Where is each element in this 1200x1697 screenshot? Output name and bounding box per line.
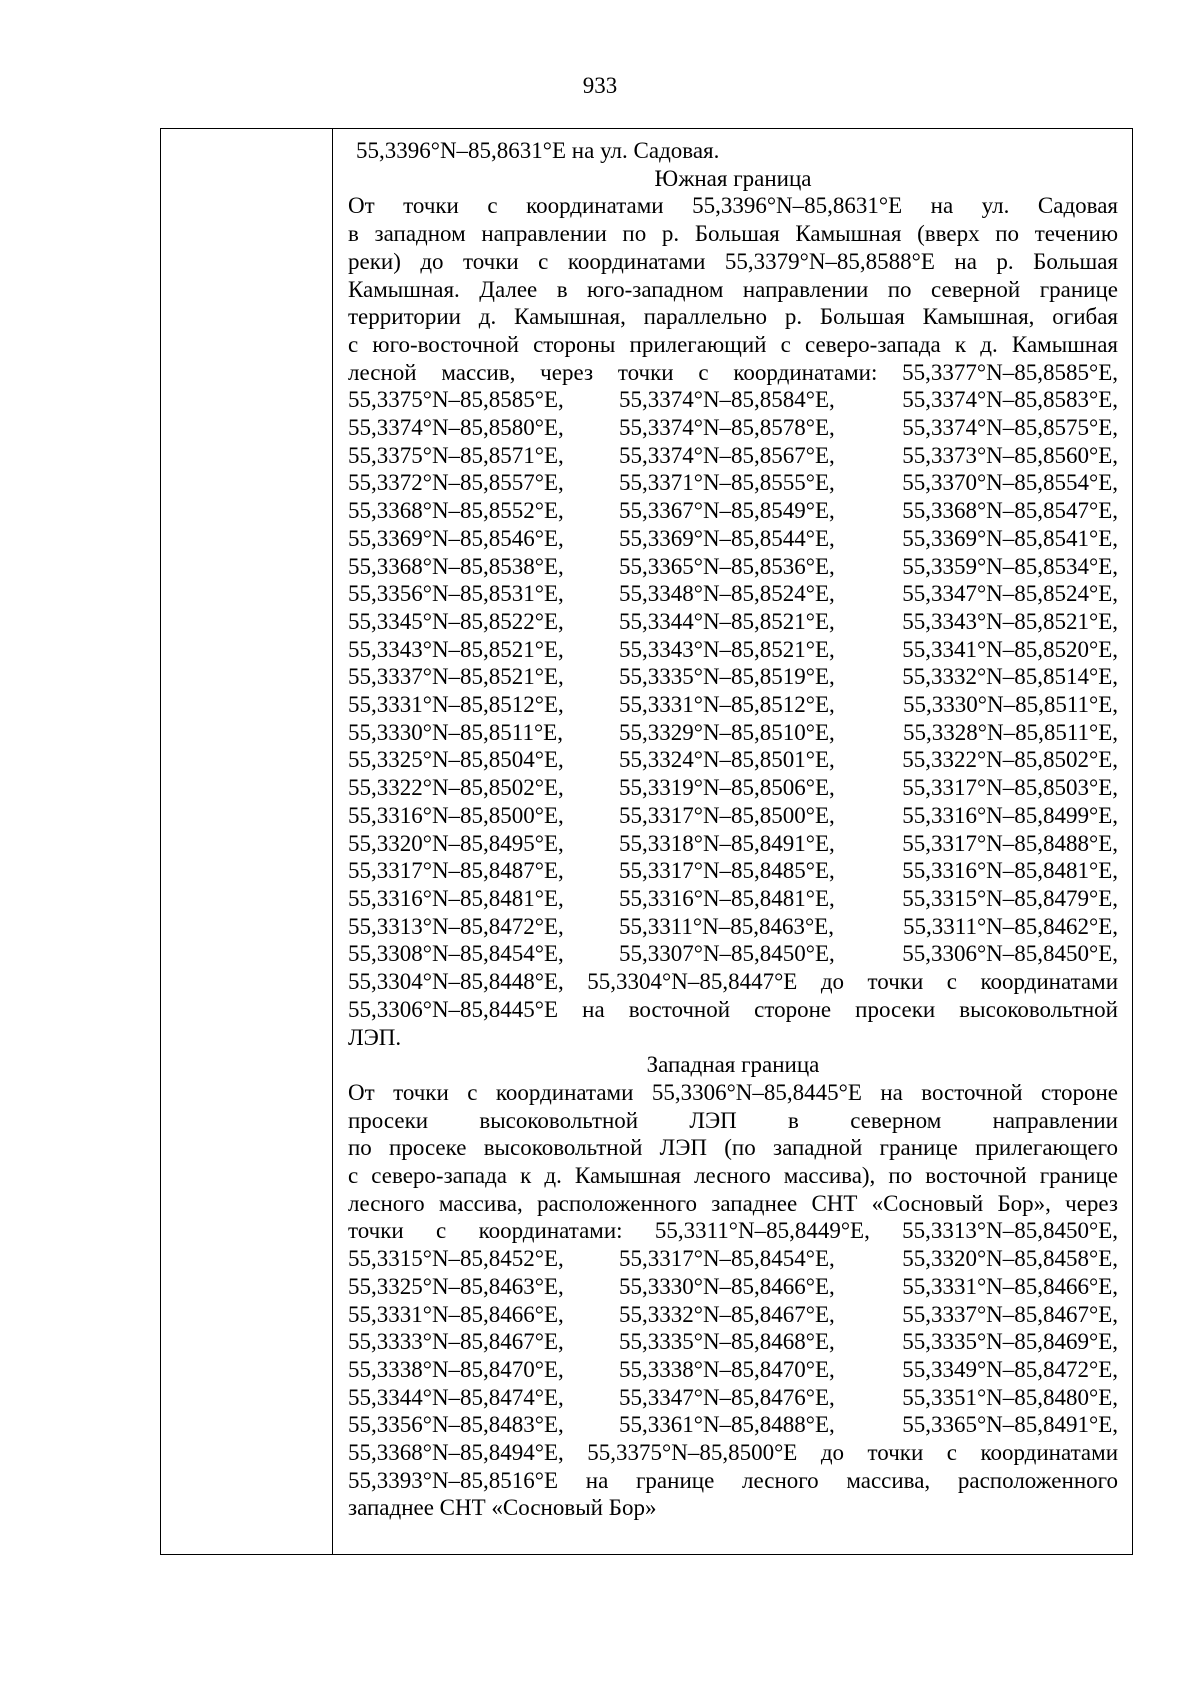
coordinate: 55,3315°N–85,8452°E, xyxy=(348,1246,564,1272)
text-line: западнее СНТ «Сосновый Бор» xyxy=(348,1495,657,1521)
coordinate-row xyxy=(348,774,1118,802)
coordinate: 55,3375°N–85,8571°E, xyxy=(348,442,564,468)
coordinate: 55,3343°N–85,8521°E, xyxy=(348,636,564,662)
coordinate: 55,3374°N–85,8578°E, xyxy=(619,415,835,441)
coordinate: 55,3369°N–85,8541°E, xyxy=(902,525,1118,551)
coordinate-row xyxy=(348,608,1118,636)
coordinate-row xyxy=(348,497,1118,525)
coordinate: 55,3374°N–85,8583°E, xyxy=(902,387,1118,413)
table-right-column xyxy=(348,137,1118,1522)
table-left-column xyxy=(161,129,333,1554)
coordinate: 55,3335°N–85,8519°E, xyxy=(619,664,835,690)
coordinate: 55,3374°N–85,8580°E, xyxy=(348,415,564,441)
coordinate-row xyxy=(348,913,1118,941)
coordinate: 55,3338°N–85,8470°E, xyxy=(348,1356,564,1382)
coordinate: 55,3311°N–85,8462°E, xyxy=(903,913,1118,939)
coordinate: 55,3361°N–85,8488°E, xyxy=(619,1412,835,1438)
coordinate: 55,3322°N–85,8502°E, xyxy=(348,775,564,801)
coordinate: 55,3316°N–85,8500°E, xyxy=(348,802,564,828)
coordinate: 55,3369°N–85,8546°E, xyxy=(348,525,564,551)
coordinate: 55,3316°N–85,8481°E, xyxy=(902,858,1118,884)
west-boundary-text xyxy=(348,1079,1118,1245)
coordinate: 55,3328°N–85,8511°E, xyxy=(903,719,1118,745)
text-line: точки с координатами: 55,3311°N–85,8449°E, 55,3313°N–85,8450°E, xyxy=(348,1218,1118,1244)
coordinate: 55,3306°N–85,8450°E, xyxy=(902,941,1118,967)
coordinate-row xyxy=(348,1411,1118,1439)
coordinate: 55,3317°N–85,8485°E, xyxy=(619,858,835,884)
coordinate: 55,3371°N–85,8555°E, xyxy=(619,470,835,496)
coordinate: 55,3351°N–85,8480°E, xyxy=(902,1384,1118,1410)
coordinate-row xyxy=(348,857,1118,885)
coordinate: 55,3367°N–85,8549°E, xyxy=(619,498,835,524)
coordinate: 55,3317°N–85,8503°E, xyxy=(902,775,1118,801)
coordinate-row xyxy=(348,636,1118,664)
south-boundary-heading: Южная граница xyxy=(654,165,812,191)
coordinate: 55,3374°N–85,8584°E, xyxy=(619,387,835,413)
coordinate: 55,3330°N–85,8466°E, xyxy=(619,1273,835,1299)
text-line: территории д. Камышная, параллельно р. Большая Камышная, огибая xyxy=(348,304,1118,330)
coordinate: 55,3335°N–85,8468°E, xyxy=(619,1329,835,1355)
coordinate-row xyxy=(348,386,1118,414)
coordinate: 55,3359°N–85,8534°E, xyxy=(902,553,1118,579)
text-line: лесного массива, расположенного западнее СНТ «Сосновый Бор», через xyxy=(348,1190,1118,1216)
coordinate: 55,3347°N–85,8476°E, xyxy=(619,1384,835,1410)
text-line: в западном направлении по р. Большая Камышная (вверх по течению xyxy=(348,221,1118,247)
coordinate: 55,3332°N–85,8467°E, xyxy=(619,1301,835,1327)
coordinate: 55,3345°N–85,8522°E, xyxy=(348,608,564,634)
coordinate: 55,3344°N–85,8474°E, xyxy=(348,1384,564,1410)
coordinate: 55,3307°N–85,8450°E, xyxy=(619,941,835,967)
coordinate: 55,3333°N–85,8467°E, xyxy=(348,1329,564,1355)
south-coordinate-grid xyxy=(348,386,1118,968)
coordinate: 55,3330°N–85,8511°E, xyxy=(348,719,563,745)
coordinate: 55,3331°N–85,8466°E, xyxy=(902,1273,1118,1299)
coordinate-row xyxy=(348,940,1118,968)
coordinate: 55,3318°N–85,8491°E, xyxy=(619,830,835,856)
coordinate: 55,3320°N–85,8495°E, xyxy=(348,830,564,856)
coordinate: 55,3331°N–85,8512°E, xyxy=(619,692,835,718)
coordinate: 55,3343°N–85,8521°E, xyxy=(902,608,1118,634)
coordinate: 55,3373°N–85,8560°E, xyxy=(902,442,1118,468)
west-boundary-heading: Западная граница xyxy=(646,1052,820,1078)
coordinate: 55,3356°N–85,8483°E, xyxy=(348,1412,564,1438)
text-line: реки) до точки с координатами 55,3379°N–85,8588°E на р. Большая xyxy=(348,248,1118,274)
coordinate-row xyxy=(348,580,1118,608)
coordinate: 55,3315°N–85,8479°E, xyxy=(902,885,1118,911)
coordinate: 55,3332°N–85,8514°E, xyxy=(902,664,1118,690)
coordinate: 55,3369°N–85,8544°E, xyxy=(619,525,835,551)
coordinate: 55,3320°N–85,8458°E, xyxy=(902,1246,1118,1272)
coordinate-row xyxy=(348,469,1118,497)
coordinate-row xyxy=(348,414,1118,442)
coordinate-row xyxy=(348,1328,1118,1356)
coordinate: 55,3374°N–85,8567°E, xyxy=(619,442,835,468)
coordinate: 55,3370°N–85,8554°E, xyxy=(902,470,1118,496)
coordinate: 55,3335°N–85,8469°E, xyxy=(902,1329,1118,1355)
coordinate-row xyxy=(348,802,1118,830)
coordinate: 55,3338°N–85,8470°E, xyxy=(619,1356,835,1382)
coordinate: 55,3330°N–85,8511°E, xyxy=(903,692,1118,718)
coordinate: 55,3365°N–85,8536°E, xyxy=(619,553,835,579)
coordinate: 55,3324°N–85,8501°E, xyxy=(619,747,835,773)
coordinate: 55,3317°N–85,8488°E, xyxy=(902,830,1118,856)
coordinate-row xyxy=(348,719,1118,747)
text-line: ЛЭП. xyxy=(348,1024,402,1050)
coordinate: 55,3308°N–85,8454°E, xyxy=(348,941,564,967)
coordinate: 55,3325°N–85,8463°E, xyxy=(348,1273,564,1299)
coordinate: 55,3329°N–85,8510°E, xyxy=(619,719,835,745)
coordinate: 55,3337°N–85,8467°E, xyxy=(902,1301,1118,1327)
coordinate: 55,3316°N–85,8481°E, xyxy=(619,885,835,911)
text-line: От точки с координатами 55,3306°N–85,8445°E на восточной стороне xyxy=(348,1079,1118,1105)
coordinate: 55,3325°N–85,8504°E, xyxy=(348,747,564,773)
text-line: 55,3304°N–85,8448°E, 55,3304°N–85,8447°E до точки с координатами xyxy=(348,969,1118,995)
coordinate: 55,3375°N–85,8585°E, xyxy=(348,387,564,413)
coordinate: 55,3331°N–85,8466°E, xyxy=(348,1301,564,1327)
text-line: 55,3306°N–85,8445°E на восточной стороне просеки высоковольтной xyxy=(348,996,1118,1022)
text-line: по просеке высоковольтной ЛЭП (по западной границе прилегающего xyxy=(348,1135,1118,1161)
first-line: 55,3396°N–85,8631°E на ул. Садовая. xyxy=(356,138,720,163)
coordinate: 55,3317°N–85,8500°E, xyxy=(619,802,835,828)
text-line: с северо-запада к д. Камышная лесного массива), по восточной границе xyxy=(348,1163,1118,1189)
coordinate-row xyxy=(348,663,1118,691)
text-line: 55,3368°N–85,8494°E, 55,3375°N–85,8500°E до точки с координатами xyxy=(348,1440,1118,1466)
coordinate: 55,3374°N–85,8575°E, xyxy=(902,415,1118,441)
text-line: с юго-восточной стороны прилегающий с северо-запада к д. Камышная xyxy=(348,331,1118,357)
coordinate-row xyxy=(348,830,1118,858)
coordinate: 55,3356°N–85,8531°E, xyxy=(348,581,564,607)
coordinate-row xyxy=(348,1245,1118,1273)
coordinate: 55,3337°N–85,8521°E, xyxy=(348,664,564,690)
text-line: лесной массив, через точки с координатами: 55,3377°N–85,8585°E, xyxy=(348,359,1118,385)
coordinate-row xyxy=(348,691,1118,719)
coordinate: 55,3331°N–85,8512°E, xyxy=(348,692,564,718)
coordinate-row xyxy=(348,885,1118,913)
coordinate: 55,3365°N–85,8491°E, xyxy=(902,1412,1118,1438)
south-boundary-text xyxy=(348,192,1118,386)
coordinate: 55,3368°N–85,8547°E, xyxy=(902,498,1118,524)
coordinate: 55,3349°N–85,8472°E, xyxy=(902,1356,1118,1382)
coordinate: 55,3347°N–85,8524°E, xyxy=(902,581,1118,607)
coordinate: 55,3313°N–85,8472°E, xyxy=(348,913,564,939)
coordinate-row xyxy=(348,1273,1118,1301)
coordinate: 55,3343°N–85,8521°E, xyxy=(619,636,835,662)
coordinate: 55,3368°N–85,8552°E, xyxy=(348,498,564,524)
boundary-table xyxy=(160,128,1133,1555)
coordinate-row xyxy=(348,442,1118,470)
coordinate-row xyxy=(348,746,1118,774)
text-line: просеки высоковольтной ЛЭП в северном направлении xyxy=(348,1107,1118,1133)
coordinate: 55,3317°N–85,8454°E, xyxy=(619,1246,835,1272)
coordinate: 55,3316°N–85,8481°E, xyxy=(348,885,564,911)
coordinate: 55,3319°N–85,8506°E, xyxy=(619,775,835,801)
coordinate-row xyxy=(348,525,1118,553)
text-line: 55,3393°N–85,8516°E на границе лесного массива, расположенного xyxy=(348,1467,1118,1493)
coordinate: 55,3317°N–85,8487°E, xyxy=(348,858,564,884)
coordinate: 55,3341°N–85,8520°E, xyxy=(902,636,1118,662)
coordinate: 55,3368°N–85,8538°E, xyxy=(348,553,564,579)
coordinate: 55,3322°N–85,8502°E, xyxy=(902,747,1118,773)
text-line: Камышная. Далее в юго-западном направлении по северной границе xyxy=(348,276,1118,302)
coordinate-row xyxy=(348,553,1118,581)
page-number: 933 xyxy=(582,73,618,98)
text-line: От точки с координатами 55,3396°N–85,8631°E на ул. Садовая xyxy=(348,193,1118,219)
coordinate-row xyxy=(348,1356,1118,1384)
coordinate: 55,3311°N–85,8463°E, xyxy=(619,913,834,939)
coordinate-row xyxy=(348,1301,1118,1329)
west-coordinate-grid xyxy=(348,1245,1118,1439)
coordinate: 55,3348°N–85,8524°E, xyxy=(619,581,835,607)
coordinate: 55,3372°N–85,8557°E, xyxy=(348,470,564,496)
coordinate-row xyxy=(348,1384,1118,1412)
coordinate: 55,3316°N–85,8499°E, xyxy=(902,802,1118,828)
coordinate: 55,3344°N–85,8521°E, xyxy=(619,608,835,634)
